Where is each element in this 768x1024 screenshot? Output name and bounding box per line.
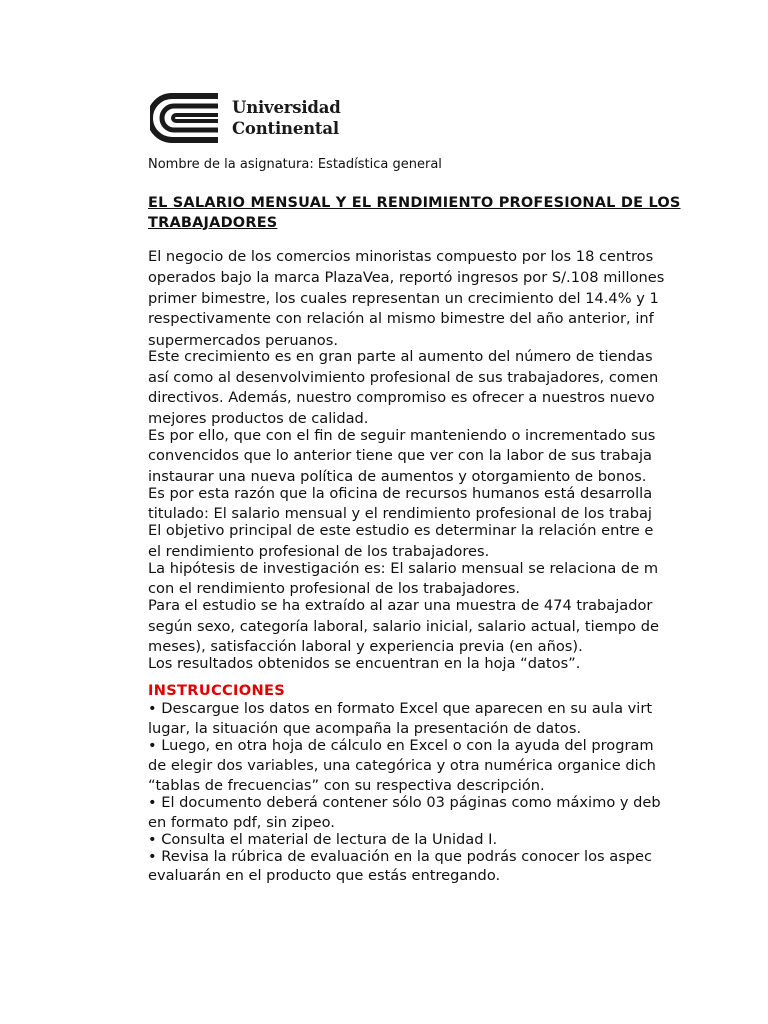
- text-line: Para el estudio se ha extraído al azar una muestra de 474 trabajador: [148, 597, 653, 615]
- text-line: meses), satisfacción laboral y experiencia previa (en años).: [148, 638, 583, 656]
- paragraph: [148, 596, 664, 654]
- text-line: directivos. Además, nuestro compromiso es ofrecer a nuestros nuevo: [148, 389, 655, 407]
- university-c-icon: [150, 92, 220, 144]
- text-line: mejores productos de calidad.: [148, 409, 369, 427]
- instructions-list: [148, 699, 661, 886]
- title-line: TRABAJADORES: [148, 215, 278, 231]
- instructions-heading: INSTRUCCIONES: [148, 682, 286, 699]
- text-line: convencidos que lo anterior tiene que ver con la labor de sus trabaja: [148, 447, 653, 465]
- instruction-line: “tablas de frecuencias” con su respectiva descripción.: [148, 776, 545, 794]
- university-name: [232, 97, 341, 139]
- university-logo: [150, 92, 341, 144]
- document-title: [148, 193, 681, 233]
- paragraph: [148, 654, 664, 675]
- text-line: titulado: El salario mensual y el rendimiento profesional de los trabaj: [148, 505, 652, 523]
- instruction-line: lugar, la situación que acompaña la presentación de datos.: [148, 719, 582, 737]
- paragraph: [148, 426, 664, 484]
- instruction-line: • Revisa la rúbrica de evaluación en la que podrás conocer los aspec: [148, 847, 653, 865]
- paragraph: [148, 347, 664, 426]
- text-line: Es por ello, que con el fin de seguir manteniendo o incrementado sus: [148, 426, 656, 444]
- text-line: según sexo, categoría laboral, salario inicial, salario actual, tiempo de: [148, 617, 659, 635]
- logo-line-1: Universidad: [232, 98, 341, 117]
- paragraph: [148, 484, 664, 522]
- instruction-line: • El documento deberá contener sólo 03 páginas como máximo y deb: [148, 793, 661, 811]
- text-line: respectivamente con relación al mismo bimestre del año anterior, inf: [148, 310, 654, 328]
- text-line: instaurar una nueva política de aumentos y otorgamiento de bonos.: [148, 467, 647, 485]
- logo-line-2: Continental: [232, 119, 339, 138]
- instruction-line: de elegir dos variables, una categórica y otra numérica organice dich: [148, 756, 656, 774]
- instruction-line: • Luego, en otra hoja de cálculo en Excel o con la ayuda del program: [148, 736, 654, 754]
- text-line: supermercados peruanos.: [148, 332, 338, 350]
- text-line: La hipótesis de investigación es: El salario mensual se relaciona de m: [148, 559, 659, 577]
- paragraph: [148, 247, 665, 350]
- text-line: Este crecimiento es en gran parte al aumento del número de tiendas: [148, 348, 653, 366]
- instruction-line: evaluarán en el producto que estás entregando.: [148, 867, 501, 885]
- instruction-line: en formato pdf, sin zipeo.: [148, 813, 335, 831]
- title-line: EL SALARIO MENSUAL Y EL RENDIMIENTO PROFESIONAL DE LOS: [148, 195, 681, 211]
- text-line: así como al desenvolvimiento profesional de sus trabajadores, comen: [148, 368, 659, 386]
- text-line: primer bimestre, los cuales representan un crecimiento del 14.4% y 1: [148, 289, 659, 307]
- text-line: con el rendimiento profesional de los trabajadores.: [148, 580, 521, 598]
- text-line: El objetivo principal de este estudio es determinar la relación entre e: [148, 522, 654, 540]
- body-text: [148, 247, 664, 675]
- text-line: el rendimiento profesional de los trabajadores.: [148, 542, 490, 560]
- subject-line: Nombre de la asignatura: Estadística general: [148, 157, 442, 172]
- text-line: operados bajo la marca PlazaVea, reportó ingresos por S/.108 millones: [148, 268, 665, 286]
- paragraph: [148, 521, 664, 559]
- instruction-line: • Consulta el material de lectura de la Unidad I.: [148, 830, 498, 848]
- text-line: El negocio de los comercios minoristas compuesto por los 18 centros: [148, 248, 654, 265]
- text-line: Es por esta razón que la oficina de recursos humanos está desarrolla: [148, 484, 653, 502]
- text-line: Los resultados obtenidos se encuentran en la hoja “datos”.: [148, 655, 581, 673]
- paragraph: [148, 559, 664, 597]
- instruction-line: • Descargue los datos en formato Excel que aparecen en su aula virt: [148, 700, 653, 717]
